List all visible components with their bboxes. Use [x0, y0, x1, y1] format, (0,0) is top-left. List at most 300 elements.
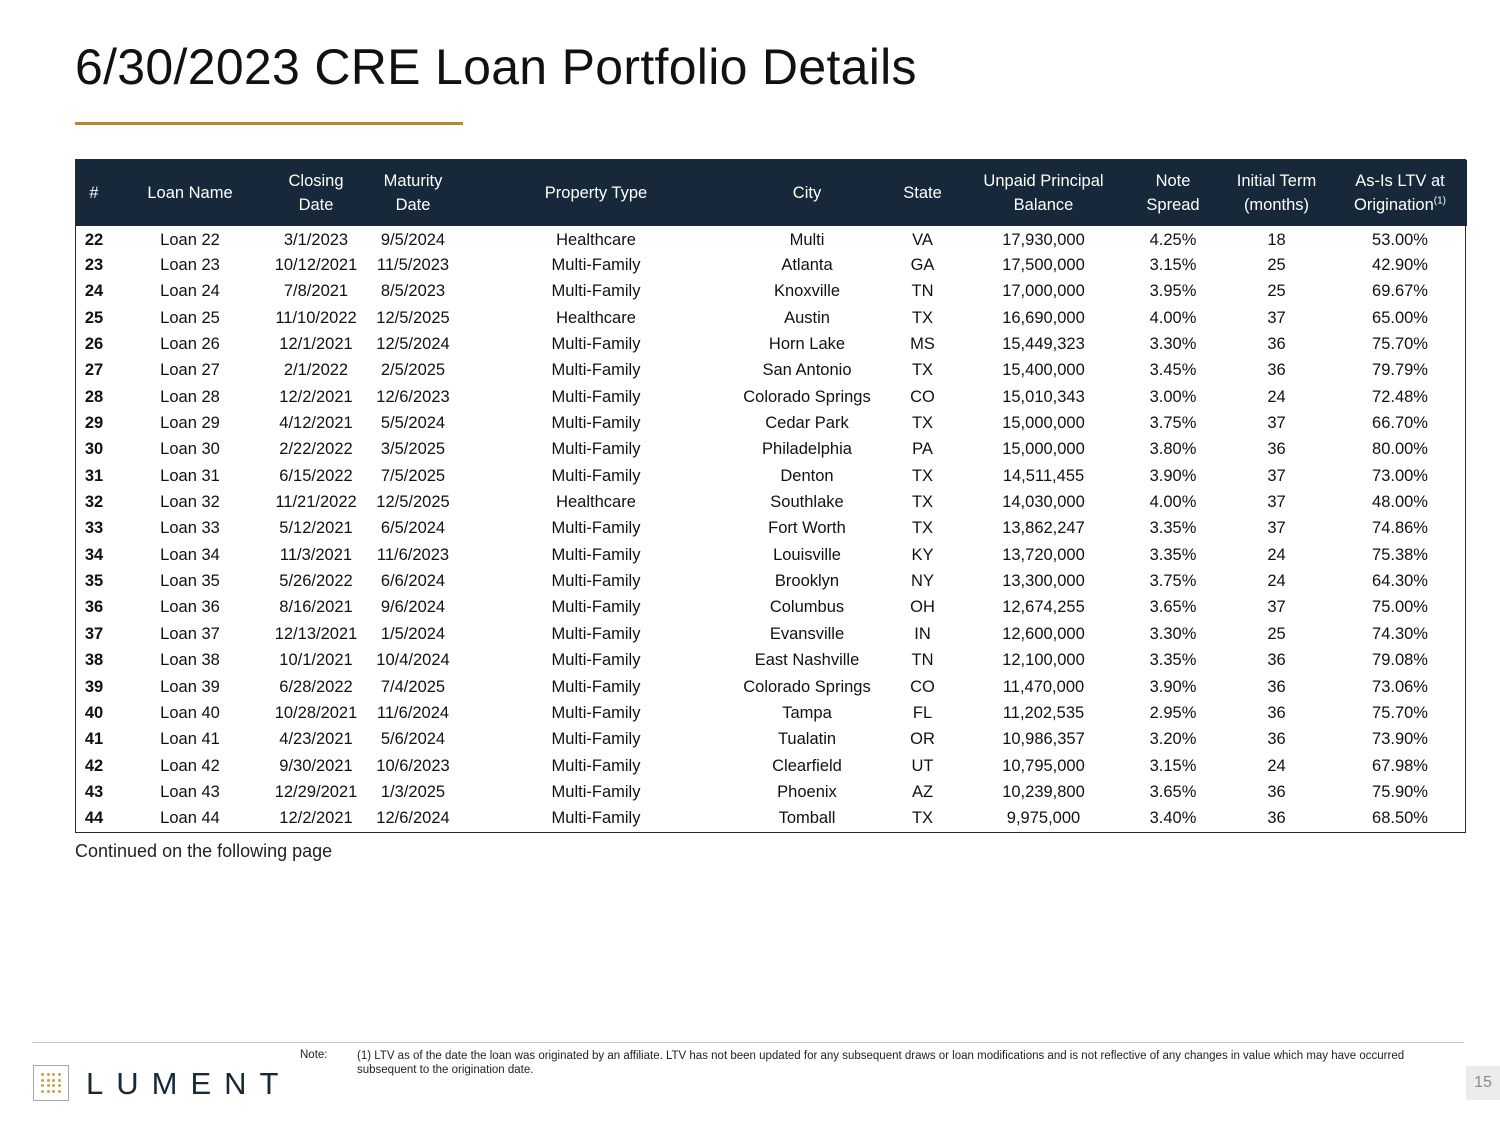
cell-state: VA — [912, 230, 933, 249]
cell-row-number: 38 — [84, 651, 104, 670]
cell-property-type: Multi-Family — [551, 519, 641, 538]
cell-property-type: Multi-Family — [551, 624, 641, 643]
cell-note-spread: 3.45% — [1149, 361, 1197, 380]
cell-initial-term: 36 — [1267, 703, 1286, 722]
cell-unpaid-principal-balance: 12,674,255 — [1002, 598, 1085, 617]
cell-state: TX — [911, 466, 934, 485]
cell-maturity-date: 2/5/2025 — [380, 361, 446, 380]
footer-divider — [32, 1042, 1464, 1043]
title-underline — [75, 122, 463, 125]
cell-loan-name: Loan 34 — [160, 545, 220, 564]
cell-city: East Nashville — [754, 651, 860, 670]
cell-row-number: 28 — [84, 387, 104, 406]
cell-note-spread: 3.75% — [1149, 572, 1197, 591]
header-upb — [961, 160, 1126, 226]
cell-unpaid-principal-balance: 17,000,000 — [1002, 282, 1085, 301]
cell-property-type: Healthcare — [556, 493, 636, 512]
cell-ltv: 48.00% — [1372, 493, 1428, 512]
cell-maturity-date: 11/6/2024 — [376, 703, 450, 722]
cell-note-spread: 3.20% — [1149, 730, 1197, 749]
cell-property-type: Multi-Family — [551, 282, 641, 301]
cell-ltv: 75.00% — [1372, 598, 1428, 617]
table-row — [76, 595, 1467, 621]
cell-note-spread: 3.40% — [1149, 809, 1197, 828]
cell-city: Phoenix — [777, 782, 837, 801]
cell-unpaid-principal-balance: 10,239,800 — [1002, 782, 1085, 801]
cell-unpaid-principal-balance: 15,000,000 — [1002, 414, 1085, 433]
cell-state: MS — [910, 335, 935, 354]
cell-property-type: Multi-Family — [551, 730, 641, 749]
cell-unpaid-principal-balance: 15,400,000 — [1002, 361, 1085, 380]
cell-maturity-date: 9/6/2024 — [380, 598, 446, 617]
cell-closing-date: 7/8/2021 — [283, 282, 349, 301]
cell-unpaid-principal-balance: 10,795,000 — [1002, 756, 1085, 775]
cell-loan-name: Loan 24 — [160, 282, 220, 301]
cell-closing-date: 11/21/2022 — [275, 493, 357, 512]
cell-note-spread: 3.65% — [1149, 598, 1197, 617]
header-initial-term — [1220, 160, 1333, 226]
cell-state: TX — [911, 361, 934, 380]
table-row — [76, 806, 1467, 832]
header-maturity-line2: Date — [395, 196, 431, 214]
cell-ltv: 66.70% — [1372, 414, 1428, 433]
cell-state: KY — [911, 545, 934, 564]
cell-note-spread: 3.75% — [1149, 414, 1197, 433]
cell-row-number: 40 — [84, 703, 104, 722]
cell-maturity-date: 12/5/2024 — [376, 335, 450, 354]
cell-property-type: Healthcare — [556, 308, 636, 327]
cell-note-spread: 3.35% — [1149, 651, 1197, 670]
cell-ltv: 75.38% — [1372, 545, 1428, 564]
cell-maturity-date: 12/5/2025 — [376, 308, 450, 327]
header-closing-date — [268, 160, 364, 226]
header-property-type: Property Type — [544, 184, 648, 202]
cell-initial-term: 24 — [1267, 545, 1286, 564]
cell-initial-term: 37 — [1267, 598, 1286, 617]
cell-loan-name: Loan 25 — [160, 308, 220, 327]
cell-row-number: 43 — [84, 782, 104, 801]
cell-closing-date: 12/2/2021 — [279, 387, 353, 406]
cell-closing-date: 8/16/2021 — [279, 598, 353, 617]
cell-city: Tualatin — [777, 730, 837, 749]
cell-ltv: 73.90% — [1372, 730, 1428, 749]
cell-closing-date: 6/28/2022 — [279, 677, 353, 696]
table-row — [76, 700, 1467, 726]
loan-table-container — [75, 159, 1466, 833]
cell-note-spread: 4.00% — [1149, 308, 1197, 327]
cell-unpaid-principal-balance: 14,030,000 — [1002, 493, 1085, 512]
cell-row-number: 39 — [84, 677, 104, 696]
cell-closing-date: 11/10/2022 — [275, 308, 357, 327]
cell-loan-name: Loan 30 — [160, 440, 220, 459]
cell-state: AZ — [911, 782, 934, 801]
cell-property-type: Multi-Family — [551, 651, 641, 670]
cell-note-spread: 4.25% — [1149, 230, 1197, 249]
table-header — [76, 160, 1467, 226]
cell-unpaid-principal-balance: 17,930,000 — [1002, 230, 1085, 249]
cell-closing-date: 4/12/2021 — [279, 414, 353, 433]
cell-unpaid-principal-balance: 10,986,357 — [1002, 730, 1085, 749]
cell-city: Colorado Springs — [743, 387, 871, 406]
cell-initial-term: 37 — [1267, 414, 1286, 433]
cell-row-number: 29 — [84, 414, 104, 433]
cell-note-spread: 3.90% — [1149, 466, 1197, 485]
cell-initial-term: 36 — [1267, 335, 1286, 354]
cell-initial-term: 24 — [1267, 387, 1286, 406]
header-upb-line2: Balance — [1013, 196, 1074, 214]
cell-ltv: 68.50% — [1372, 809, 1428, 828]
cell-city: Denton — [780, 466, 834, 485]
cell-maturity-date: 8/5/2023 — [380, 282, 446, 301]
header-city: City — [792, 184, 822, 202]
cell-row-number: 42 — [84, 756, 104, 775]
cell-maturity-date: 6/5/2024 — [380, 519, 446, 538]
cell-loan-name: Loan 36 — [160, 598, 220, 617]
cell-property-type: Multi-Family — [551, 361, 641, 380]
footnote-label: Note: — [300, 1049, 328, 1061]
cell-property-type: Multi-Family — [551, 572, 641, 591]
header-ltv-footnote: (1) — [1433, 195, 1447, 207]
cell-city: Austin — [784, 308, 830, 327]
cell-row-number: 24 — [84, 282, 104, 301]
table-row — [76, 674, 1467, 700]
cell-property-type: Multi-Family — [551, 335, 641, 354]
cell-note-spread: 3.35% — [1149, 545, 1197, 564]
cell-initial-term: 36 — [1267, 361, 1286, 380]
cell-ltv: 64.30% — [1372, 572, 1428, 591]
cell-initial-term: 36 — [1267, 730, 1286, 749]
cell-unpaid-principal-balance: 11,470,000 — [1002, 677, 1085, 696]
cell-property-type: Healthcare — [556, 230, 636, 249]
cell-city: Evansville — [769, 624, 845, 643]
header-loan-name: Loan Name — [147, 184, 233, 202]
cell-unpaid-principal-balance: 9,975,000 — [1006, 809, 1081, 828]
cell-maturity-date: 10/4/2024 — [376, 651, 450, 670]
cell-city: Brooklyn — [774, 572, 840, 591]
cell-note-spread: 4.00% — [1149, 493, 1197, 512]
cell-closing-date: 12/1/2021 — [279, 335, 353, 354]
cell-state: OH — [910, 598, 935, 617]
cell-loan-name: Loan 42 — [160, 756, 220, 775]
table-row — [76, 437, 1467, 463]
cell-loan-name: Loan 28 — [160, 387, 220, 406]
cell-city: Cedar Park — [765, 414, 849, 433]
cell-property-type: Multi-Family — [551, 782, 641, 801]
header-num: # — [89, 184, 99, 202]
cell-row-number: 36 — [84, 598, 104, 617]
cell-closing-date: 5/12/2021 — [279, 519, 353, 538]
cell-closing-date: 12/13/2021 — [274, 624, 358, 643]
cell-closing-date: 6/15/2022 — [279, 466, 353, 485]
cell-ltv: 65.00% — [1372, 308, 1428, 327]
cell-note-spread: 3.95% — [1149, 282, 1197, 301]
cell-ltv: 67.98% — [1372, 756, 1428, 775]
cell-row-number: 23 — [84, 256, 104, 275]
footnote-text: (1) LTV as of the date the loan was originated by an affiliate. LTV has not been updated for any subsequent draws or loan modifications and is not reflective of any changes in value which may have occurred subsequent to the origination date. — [357, 1050, 1405, 1076]
header-maturity-date — [364, 160, 462, 226]
cell-note-spread: 3.15% — [1149, 756, 1197, 775]
header-maturity-line1: Maturity — [383, 172, 443, 190]
cell-row-number: 25 — [84, 308, 104, 327]
cell-closing-date: 10/12/2021 — [274, 256, 358, 275]
cell-loan-name: Loan 39 — [160, 677, 220, 696]
cell-row-number: 44 — [84, 809, 104, 828]
table-body — [76, 226, 1467, 832]
cell-loan-name: Loan 35 — [160, 572, 220, 591]
cell-initial-term: 37 — [1267, 493, 1286, 512]
cell-maturity-date: 12/5/2025 — [376, 493, 450, 512]
cell-maturity-date: 3/5/2025 — [380, 440, 446, 459]
cell-loan-name: Loan 41 — [160, 730, 220, 749]
cell-initial-term: 24 — [1267, 756, 1286, 775]
cell-state: FL — [912, 703, 933, 722]
cell-state: TN — [911, 282, 934, 301]
cell-closing-date: 2/22/2022 — [279, 440, 353, 459]
table-row — [76, 384, 1467, 410]
cell-initial-term: 36 — [1267, 782, 1286, 801]
cell-ltv: 75.70% — [1372, 703, 1428, 722]
cell-note-spread: 3.30% — [1149, 335, 1197, 354]
cell-row-number: 26 — [84, 335, 104, 354]
cell-state: TX — [911, 809, 934, 828]
cell-initial-term: 24 — [1267, 572, 1286, 591]
cell-row-number: 22 — [84, 230, 104, 249]
cell-note-spread: 3.80% — [1149, 440, 1197, 459]
table-row — [76, 753, 1467, 779]
cell-unpaid-principal-balance: 13,720,000 — [1002, 545, 1085, 564]
cell-property-type: Multi-Family — [551, 545, 641, 564]
cell-initial-term: 37 — [1267, 466, 1286, 485]
cell-ltv: 80.00% — [1372, 440, 1428, 459]
cell-ltv: 79.79% — [1372, 361, 1428, 380]
cell-city: Clearfield — [772, 756, 842, 775]
cell-maturity-date: 7/5/2025 — [380, 466, 446, 485]
loan-table — [76, 160, 1467, 832]
cell-city: Fort Worth — [768, 519, 846, 538]
cell-ltv: 75.70% — [1372, 335, 1428, 354]
table-row — [76, 410, 1467, 436]
cell-city: Philadelphia — [762, 440, 852, 459]
cell-state: UT — [911, 756, 934, 775]
header-note-spread — [1126, 160, 1220, 226]
cell-maturity-date: 5/6/2024 — [380, 730, 446, 749]
cell-loan-name: Loan 29 — [160, 414, 220, 433]
cell-initial-term: 36 — [1267, 440, 1286, 459]
table-row — [76, 779, 1467, 805]
cell-closing-date: 12/29/2021 — [274, 782, 358, 801]
cell-row-number: 27 — [84, 361, 104, 380]
cell-unpaid-principal-balance: 15,010,343 — [1002, 387, 1085, 406]
cell-property-type: Multi-Family — [551, 809, 641, 828]
cell-closing-date: 10/28/2021 — [274, 703, 358, 722]
cell-initial-term: 25 — [1267, 624, 1286, 643]
cell-loan-name: Loan 37 — [160, 624, 220, 643]
cell-row-number: 30 — [84, 440, 104, 459]
cell-property-type: Multi-Family — [551, 756, 641, 775]
cell-city: Atlanta — [781, 256, 833, 275]
cell-property-type: Multi-Family — [551, 414, 641, 433]
table-row — [76, 305, 1467, 331]
cell-maturity-date: 11/6/2023 — [376, 545, 450, 564]
cell-city: Knoxville — [773, 282, 841, 301]
cell-note-spread: 3.15% — [1149, 256, 1197, 275]
cell-maturity-date: 1/5/2024 — [380, 624, 446, 643]
cell-ltv: 73.00% — [1372, 466, 1428, 485]
cell-ltv: 74.30% — [1372, 624, 1428, 643]
page-title: 6/30/2023 CRE Loan Portfolio Details — [75, 39, 917, 95]
cell-initial-term: 36 — [1267, 809, 1286, 828]
cell-city: Multi — [789, 230, 825, 249]
cell-initial-term: 25 — [1267, 256, 1286, 275]
cell-loan-name: Loan 33 — [160, 519, 220, 538]
cell-state: NY — [911, 572, 934, 591]
header-spread-line2: Spread — [1146, 196, 1200, 214]
cell-unpaid-principal-balance: 13,862,247 — [1002, 519, 1085, 538]
cell-property-type: Multi-Family — [551, 703, 641, 722]
cell-ltv: 69.67% — [1372, 282, 1428, 301]
table-row — [76, 489, 1467, 515]
table-row — [76, 226, 1467, 252]
cell-state: TX — [911, 493, 934, 512]
cell-ltv: 74.86% — [1372, 519, 1428, 538]
cell-unpaid-principal-balance: 12,600,000 — [1002, 624, 1085, 643]
cell-maturity-date: 12/6/2024 — [376, 809, 450, 828]
page-number: 15 — [1466, 1066, 1500, 1100]
cell-city: Columbus — [769, 598, 845, 617]
cell-maturity-date: 10/6/2023 — [376, 756, 450, 775]
cell-state: CO — [910, 387, 935, 406]
cell-ltv: 72.48% — [1372, 387, 1428, 406]
cell-state: PA — [912, 440, 933, 459]
lument-logo-icon — [33, 1065, 69, 1101]
table-row — [76, 542, 1467, 568]
cell-state: TN — [911, 651, 934, 670]
cell-row-number: 34 — [84, 545, 104, 564]
cell-maturity-date: 5/5/2024 — [380, 414, 446, 433]
cell-initial-term: 37 — [1267, 308, 1286, 327]
table-row — [76, 621, 1467, 647]
continued-note: Continued on the following page — [75, 841, 333, 861]
cell-ltv: 73.06% — [1372, 677, 1428, 696]
cell-note-spread: 3.90% — [1149, 677, 1197, 696]
cell-loan-name: Loan 31 — [160, 466, 220, 485]
cell-loan-name: Loan 44 — [160, 809, 220, 828]
cell-note-spread: 3.35% — [1149, 519, 1197, 538]
cell-unpaid-principal-balance: 16,690,000 — [1002, 308, 1085, 327]
cell-note-spread: 3.00% — [1149, 387, 1197, 406]
cell-row-number: 32 — [84, 493, 104, 512]
cell-maturity-date: 7/4/2025 — [380, 677, 446, 696]
header-state: State — [903, 184, 942, 202]
cell-property-type: Multi-Family — [551, 440, 641, 459]
cell-note-spread: 3.65% — [1149, 782, 1197, 801]
cell-ltv: 53.00% — [1372, 230, 1428, 249]
cell-ltv: 79.08% — [1372, 651, 1428, 670]
cell-maturity-date: 1/3/2025 — [380, 782, 446, 801]
cell-maturity-date: 9/5/2024 — [380, 230, 446, 249]
cell-unpaid-principal-balance: 12,100,000 — [1002, 651, 1085, 670]
cell-row-number: 35 — [84, 572, 104, 591]
header-ltv — [1333, 160, 1467, 226]
cell-maturity-date: 6/6/2024 — [380, 572, 446, 591]
table-row — [76, 727, 1467, 753]
cell-loan-name: Loan 40 — [160, 703, 220, 722]
cell-city: San Antonio — [762, 361, 852, 380]
cell-closing-date: 4/23/2021 — [279, 730, 353, 749]
cell-loan-name: Loan 23 — [160, 256, 220, 275]
cell-closing-date: 10/1/2021 — [279, 651, 353, 670]
cell-city: Horn Lake — [768, 335, 846, 354]
cell-closing-date: 9/30/2021 — [279, 756, 353, 775]
cell-property-type: Multi-Family — [551, 466, 641, 485]
cell-state: TX — [911, 414, 934, 433]
cell-unpaid-principal-balance: 15,000,000 — [1002, 440, 1085, 459]
cell-loan-name: Loan 26 — [160, 335, 220, 354]
header-closing-line2: Date — [298, 196, 334, 214]
table-row — [76, 463, 1467, 489]
cell-city: Colorado Springs — [743, 677, 871, 696]
header-term-line1: Initial Term — [1236, 172, 1317, 190]
cell-state: CO — [910, 677, 935, 696]
cell-initial-term: 25 — [1267, 282, 1286, 301]
cell-unpaid-principal-balance: 15,449,323 — [1002, 335, 1085, 354]
table-row — [76, 568, 1467, 594]
cell-ltv: 75.90% — [1372, 782, 1428, 801]
cell-closing-date: 11/3/2021 — [279, 545, 353, 564]
header-spread-line1: Note — [1155, 172, 1191, 190]
table-row — [76, 252, 1467, 278]
cell-loan-name: Loan 38 — [160, 651, 220, 670]
cell-property-type: Multi-Family — [551, 677, 641, 696]
cell-unpaid-principal-balance: 13,300,000 — [1002, 572, 1085, 591]
cell-state: GA — [910, 256, 935, 275]
cell-loan-name: Loan 43 — [160, 782, 220, 801]
cell-property-type: Multi-Family — [551, 256, 641, 275]
cell-initial-term: 18 — [1267, 230, 1286, 249]
cell-closing-date: 3/1/2023 — [283, 230, 349, 249]
cell-initial-term: 37 — [1267, 519, 1286, 538]
cell-state: TX — [911, 519, 934, 538]
header-upb-line1: Unpaid Principal — [983, 172, 1104, 190]
header-ltv-line1: As-Is LTV at — [1355, 172, 1445, 190]
cell-note-spread: 2.95% — [1149, 703, 1197, 722]
cell-closing-date: 5/26/2022 — [279, 572, 353, 591]
cell-state: TX — [911, 308, 934, 327]
cell-initial-term: 36 — [1267, 651, 1286, 670]
cell-property-type: Multi-Family — [551, 387, 641, 406]
cell-row-number: 31 — [84, 466, 104, 485]
table-row — [76, 648, 1467, 674]
lument-logo-text: LUMENT — [86, 1066, 292, 1101]
header-ltv-line2: Origination — [1353, 196, 1434, 214]
cell-unpaid-principal-balance: 14,511,455 — [1002, 466, 1085, 485]
header-closing-line1: Closing — [288, 172, 344, 190]
cell-loan-name: Loan 27 — [160, 361, 220, 380]
cell-closing-date: 12/2/2021 — [279, 809, 353, 828]
cell-maturity-date: 11/5/2023 — [376, 256, 450, 275]
cell-city: Tampa — [782, 703, 832, 722]
cell-row-number: 37 — [84, 624, 104, 643]
table-row — [76, 516, 1467, 542]
cell-city: Louisville — [773, 545, 841, 564]
cell-unpaid-principal-balance: 17,500,000 — [1002, 256, 1085, 275]
cell-city: Southlake — [770, 493, 844, 512]
cell-row-number: 41 — [84, 730, 104, 749]
cell-unpaid-principal-balance: 11,202,535 — [1002, 703, 1085, 722]
cell-row-number: 33 — [84, 519, 104, 538]
table-row — [76, 331, 1467, 357]
cell-note-spread: 3.30% — [1149, 624, 1197, 643]
